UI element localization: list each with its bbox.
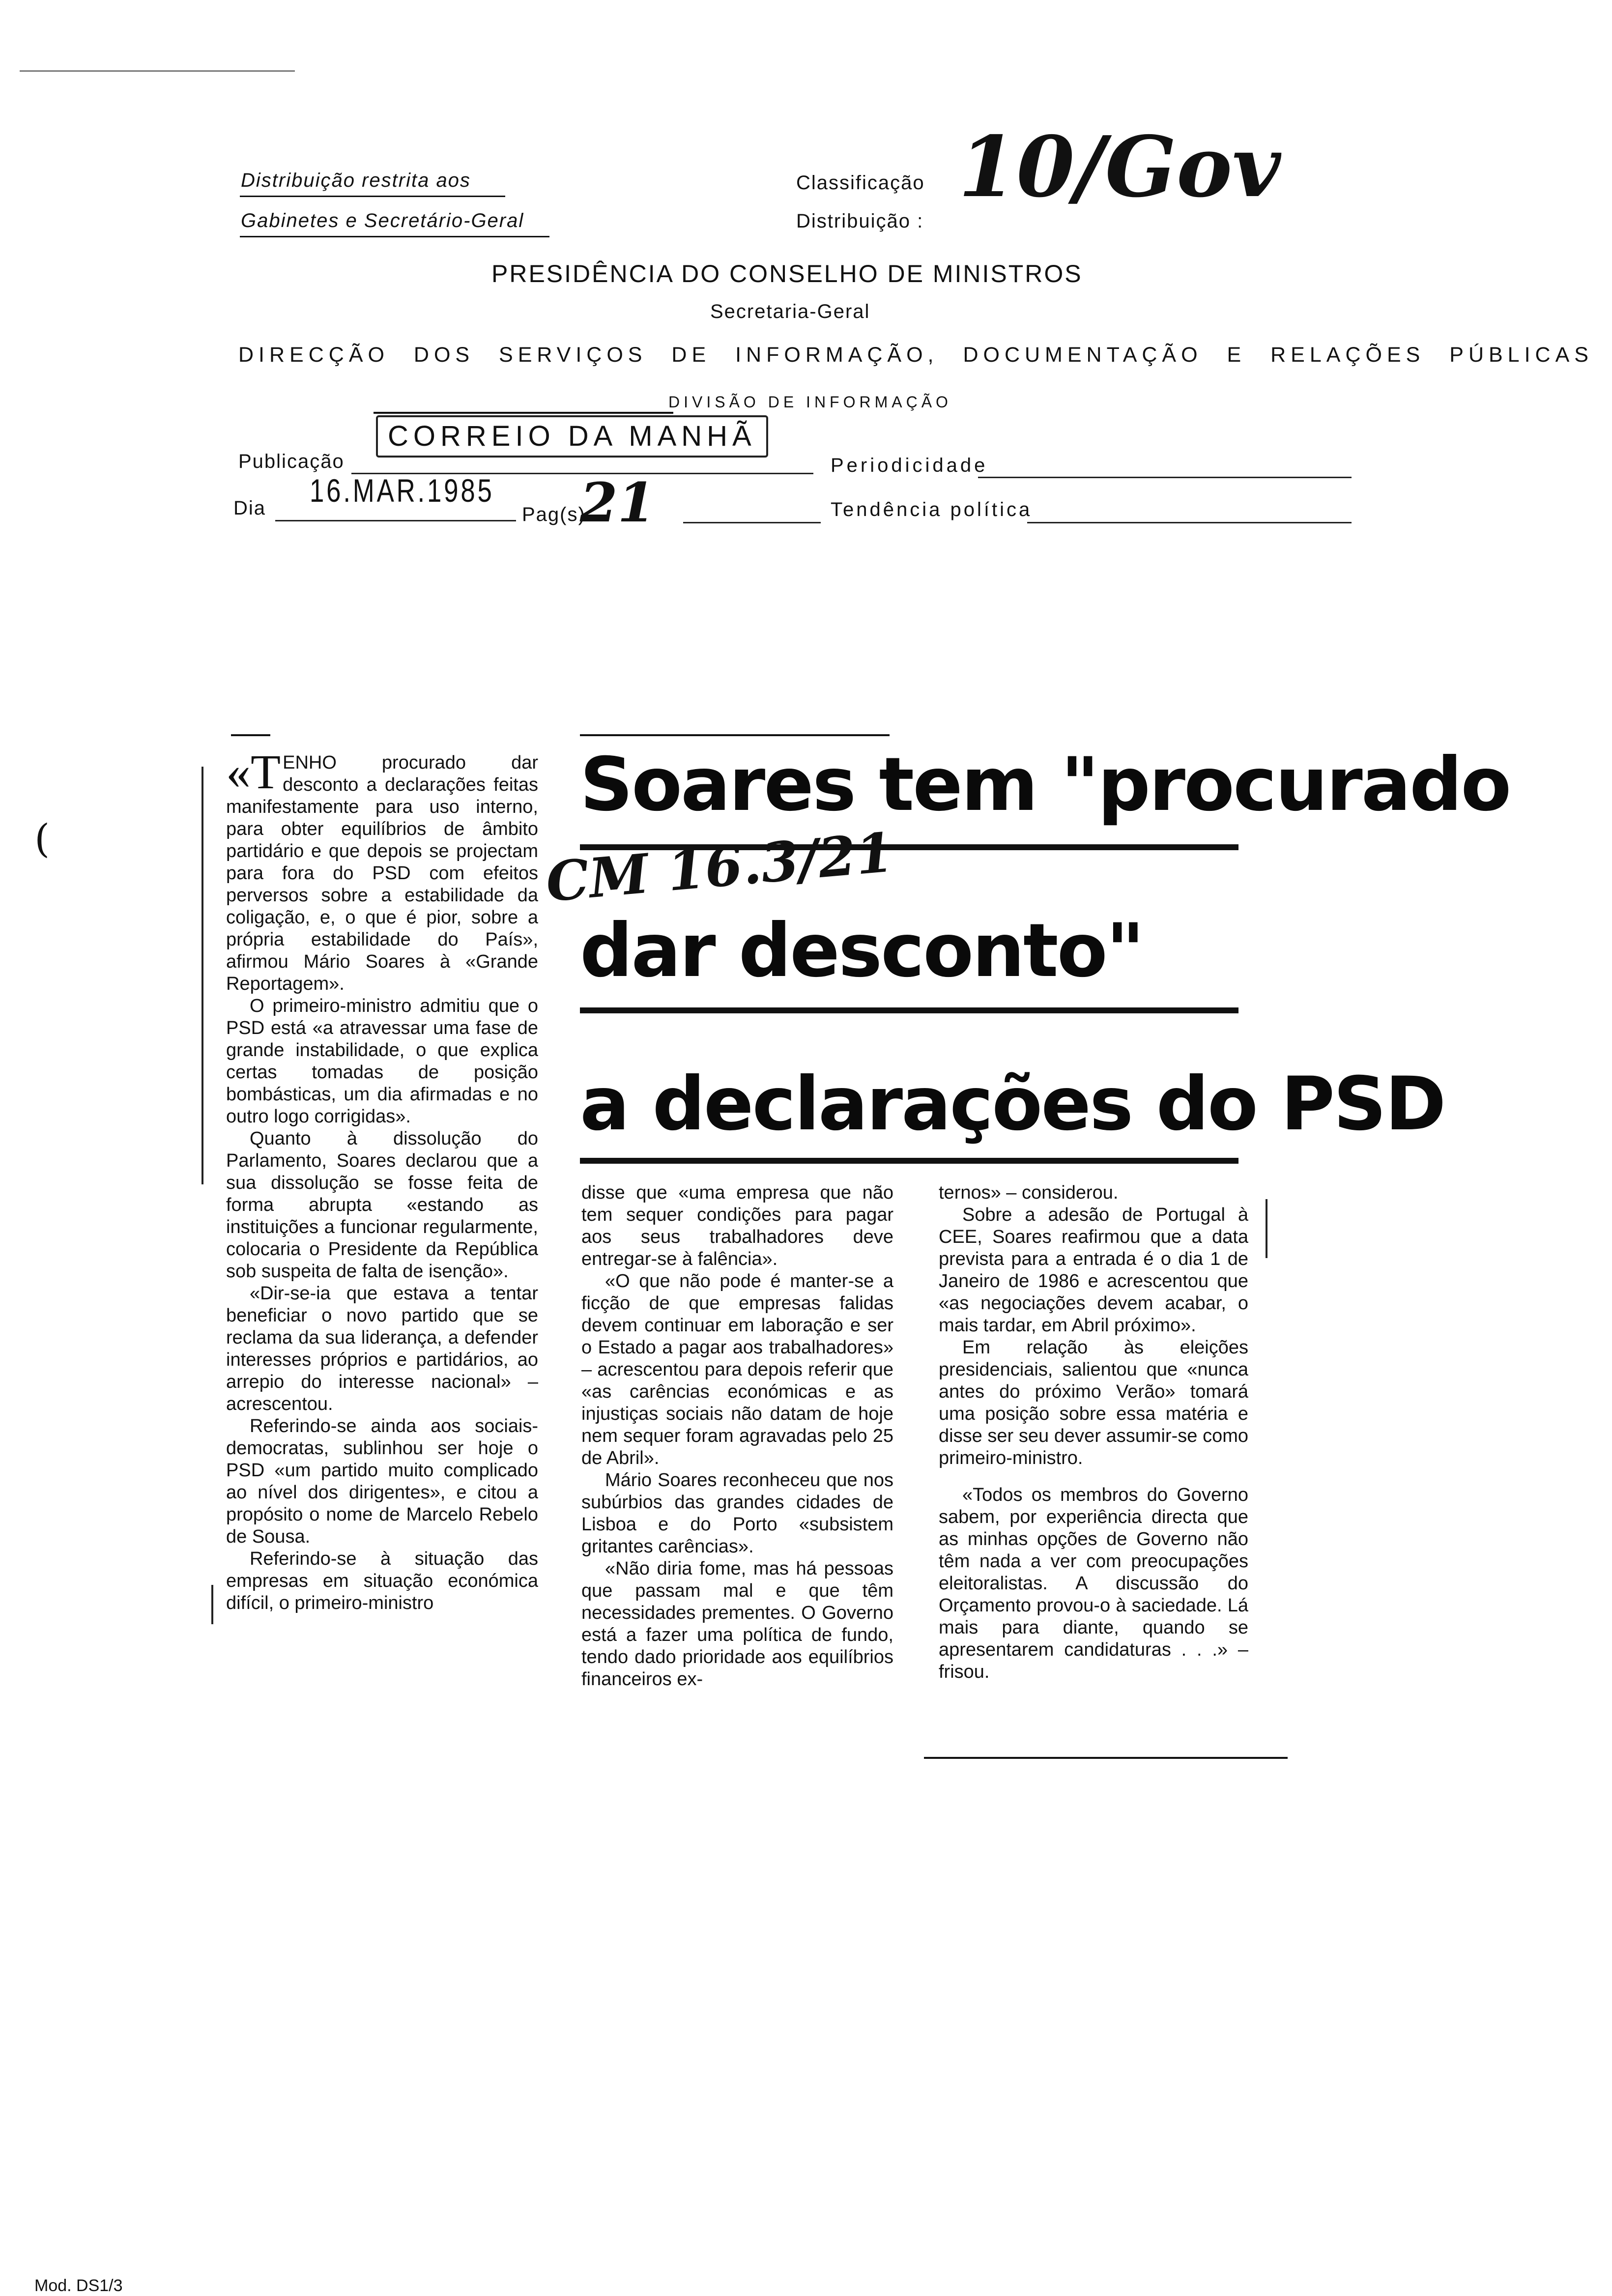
scan-edge-mark [20, 70, 295, 72]
org-subtitle: Secretaria-Geral [710, 301, 870, 322]
headline-rule-2 [580, 1007, 1238, 1013]
distribution-line1: Distribuição restrita aos [241, 170, 471, 191]
margin-bracket [202, 767, 203, 1184]
col2-para-2: «O que não pode é manter-se a ficção de que empresas falidas devem continuar em laboração e ser o Estado a pagar aos trabalhadores» – acrescentou para depois referir que «as carências económicas e as injustiças sociais não datam de hoje nem sequer foram agravadas pelo 25 de Abril». [581, 1271, 893, 1468]
col1-para-2: O primeiro-ministro admitiu que o PSD está «a atravessar uma fase de grande instabilidade, o que explica certas tomadas de posição bombásticas, um dia afirmadas e no outro logo corrigidas». [226, 996, 538, 1127]
publication-stamp: CORREIO DA MANHÃ [376, 415, 768, 458]
date-stamp: 16.MAR.1985 [310, 472, 494, 509]
division-rule [374, 412, 673, 414]
distribuicao-label: Distribuição : [796, 210, 924, 232]
col2-para-3: Mário Soares reconheceu que nos subúrbios das grandes cidades de Lisboa e do Porto «subsistem gritantes carências». [581, 1470, 893, 1557]
org-title: PRESIDÊNCIA DO CONSELHO DE MINISTROS [491, 260, 1083, 287]
pags-label: Pag(s) [522, 504, 586, 525]
margin-tick-right [1266, 1199, 1267, 1258]
distribution-line2: Gabinetes e Secretário-Geral [241, 210, 524, 231]
article-column-3 [939, 1182, 1248, 1683]
article-column-2 [581, 1182, 893, 1691]
form-code: Mod. DS1/3 [34, 2276, 123, 2295]
handwritten-classification: 10/Gov [958, 118, 1281, 216]
margin-tick [211, 1585, 213, 1624]
headline-line3: a declarações do PSD [580, 1062, 1445, 1147]
col1-para-5: Referindo-se ainda aos sociais-democratas, sublinhou ser hoje o PSD «um partido muito complicado ao nível dos dirigentes», e citou a propósito o nome de Marcelo Rebelo de Sousa. [226, 1416, 538, 1547]
drop-cap: «T [226, 745, 281, 799]
publicacao-label: Publicação [238, 451, 345, 472]
margin-mark: ( [34, 816, 50, 861]
handwritten-reference: CM 16.3/21 [543, 820, 896, 914]
periodicidade-line [978, 477, 1352, 478]
col1-para-6: Referindo-se à situação das empresas em situação económica difícil, o primeiro-ministro [226, 1549, 538, 1613]
division-name: DIVISÃO DE INFORMAÇÃO [668, 393, 952, 411]
distribution-underline-2 [240, 236, 549, 237]
dia-line [275, 520, 516, 521]
handwritten-page-number: 21 [580, 471, 656, 534]
col1-para-3: Quanto à dissolução do Parlamento, Soares declarou que a sua dissolução se fosse feita de forma abrupta «estando as instituições a funcionar regularmente, colocaria o Presidente da República sob suspeita de falta de isenção». [226, 1128, 538, 1282]
headline-line1: Soares tem "procurado [580, 742, 1510, 828]
headline-rule-3 [580, 1158, 1238, 1164]
dia-label: Dia [233, 497, 266, 519]
department-name: DIRECÇÃO DOS SERVIÇOS DE INFORMAÇÃO, DOCUMENTAÇÃO E RELAÇÕES PÚBLICAS [238, 343, 1593, 367]
col1-top-rule [231, 734, 270, 736]
classificacao-label: Classificação [796, 172, 925, 194]
pags-line [683, 522, 821, 523]
col2-para-1: disse que «uma empresa que não tem sequer condições para pagar aos seus trabalhadores deve entregar-se à falência». [581, 1182, 893, 1269]
col3-para-4: «Todos os membros do Governo sabem, por experiência directa que as minhas opções de Governo não têm nada a ver com preocupações eleitoralistas. A discussão do Orçamento provou-o à saciedade. Lá mais para diante, quando se apresentarem candidaturas . . .» – frisou. [939, 1485, 1248, 1682]
col3-para-3: Em relação às eleições presidenciais, salientou que «nunca antes do próximo Verão» tomará uma posição sobre essa matéria e disse ser seu dever assumir-se como primeiro-ministro. [939, 1337, 1248, 1468]
headline-line2: dar desconto" [580, 908, 1143, 994]
distribution-underline-1 [240, 196, 505, 197]
col1-para-4: «Dir-se-ia que estava a tentar beneficiar o novo partido que se reclama da sua liderança, a defender interesses próprios e partidários, ao arrepio do interesse nacional» – acrescentou. [226, 1283, 538, 1414]
tendencia-label: Tendência política [831, 499, 1033, 520]
tendencia-line [1027, 522, 1352, 523]
headline-top-rule [580, 734, 890, 736]
col3-para-2: Sobre a adesão de Portugal à CEE, Soares reafirmou que a data prevista para a entrada é o dia 1 de Janeiro de 1986 e acrescentou que «as negociações devem acabar, o mais tardar, em Abril próximo». [939, 1205, 1248, 1336]
col2-para-4: «Não diria fome, mas há pessoas que passam mal e que têm necessidades prementes. O Governo está a fazer uma política de fundo, tendo dado prioridade aos equilíbrios financeiros ex- [581, 1558, 893, 1690]
periodicidade-label: Periodicidade [831, 455, 988, 476]
col1-para-1: «TENHO procurado dar desconto a declarações feitas manifestamente para uso interno, para obter equilíbrios de âmbito partidário e que depois se projectam para fora do PSD com efeitos perversos sobre a estabilidade da coligação, e, o que é pior, sobre a própria estabilidade do País», afirmou Mário Soares à «Grande Reportagem». [226, 745, 538, 994]
article-end-rule [924, 1757, 1288, 1759]
article-column-1 [226, 745, 538, 1614]
col3-para-1: ternos» – considerou. [939, 1182, 1119, 1203]
